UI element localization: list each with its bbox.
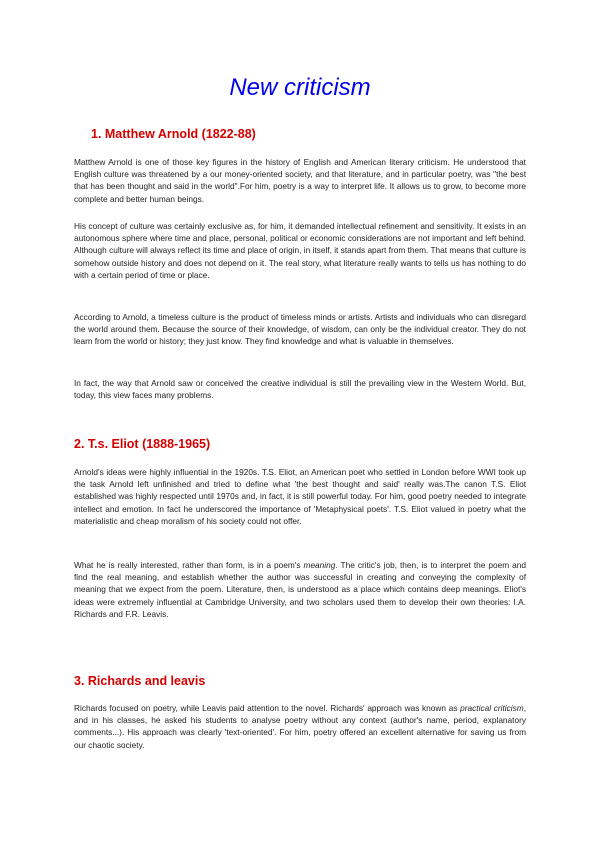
paragraph: According to Arnold, a timeless culture is the product of timeless minds or artists. Artists and individuals who can disregard the world around them. Because the source of their knowledge, of wisdom, can only be the individual creator. They do not learn from the world or history; they just know. They find knowledge and what is valuable in themselves. [74,312,526,347]
paragraph: Arnold's ideas were highly influential in the 1920s. T.S. Eliot, an American poet who settled in London before WWI took up the task Arnold left unfinished and tried to define what 'the best thought and said' really was.The canon T.S. Eliot established was highly respected until 1970s and, in fact, it is still powerful today. For him, good poetry needed to integrate intellect and emotion. In fact he underscored the importance of 'Metaphysical poets'. T.S. Eliot valued in poetry what the materialistic and cheap moralism of his society could not offer. [74,467,526,526]
section-heading-richards-and-leavis: 3. Richards and leavis [74,674,206,688]
paragraph [74,559,526,620]
paragraph: Matthew Arnold is one of those key figures in the history of English and American literary criticism. He understood that English culture was threatened by a our money-oriented society, and that literature, and in particular poetry, was "the best that has been thought and said in the world".For him, poetry is a way to interpret life. It allows us to grow, to become more complete and better human beings. [74,157,526,204]
paragraph [74,702,526,751]
section-heading-ts-eliot: 2. T.s. Eliot (1888-1965) [74,437,211,451]
section-heading-matthew-arnold: 1. Matthew Arnold (1822-88) [91,127,256,141]
paragraph: His concept of culture was certainly exclusive as, for him, it demanded intellectual refinement and sensitivity. It exists in an autonomous sphere where time and place, personal, political or economic considerations are not important and left behind. Although culture will always reflect its time and place of origin, in itself, it stands apart from them. That means that culture is somehow outside history and does not depend on it. The real story, what literature really wants to tells us has nothing to do with a certain period of time or place. [74,221,526,280]
emphasis-meaning: meaning [303,560,336,570]
paragraph: In fact, the way that Arnold saw or conceived the creative individual is still the prevailing view in the Western World. But, today, this view faces many problems. [74,378,526,401]
paragraph-text: . The critic's job, then, is to interpret the poem and find the real meaning, and establish whether the author was successful in creating and conveying the complexity of meaning that we expect from the poem. Literature, then, is understood as a place which contains deep meanings. Eliot's ideas were extremely influential at Cambridge University, and two scholars used them to develop their own theories: I.A. Richards and F.R. Leavis. [74,560,526,619]
paragraph-text: Richards focused on poetry, while Leavis paid attention to the novel. Richards' approach was known as [74,703,461,713]
page-title: New criticism [229,74,371,101]
paragraph-text: What he is really interested, rather than form, is in a poem's [74,560,304,570]
emphasis-practical-criticism: practical criticism [460,703,524,713]
paragraph-text: , and in his classes, he asked his students to analyse poetry without any context (author's name, period, explanatory comments...). His approach was clearly 'text-oriented'. For him, poetry offered an excellent alternative for saving us from our chaotic society. [74,703,527,750]
